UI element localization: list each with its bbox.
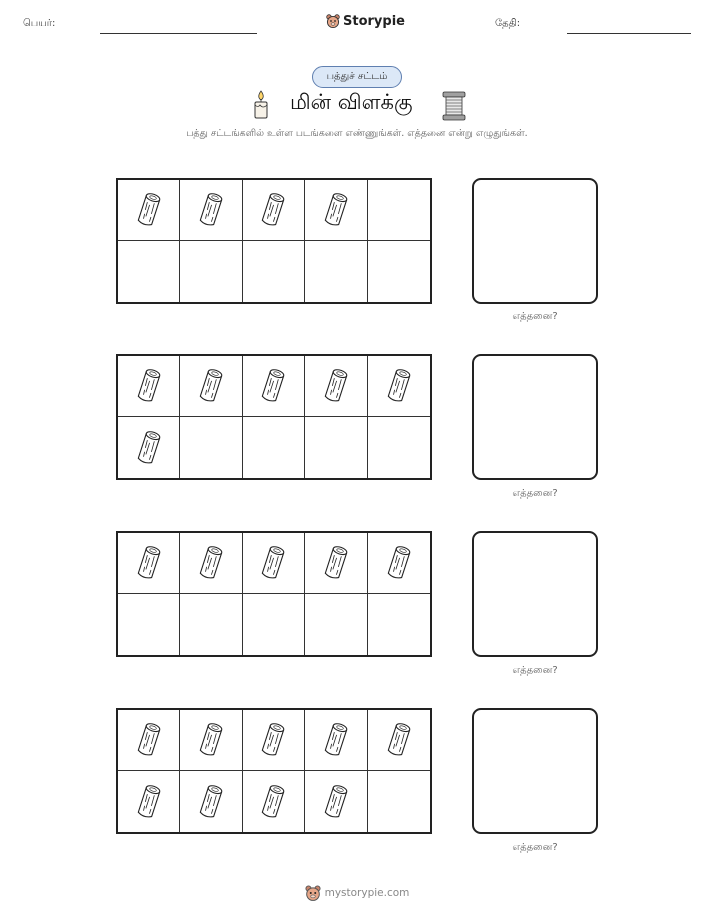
frame-cell <box>368 710 430 771</box>
page-title: மின் விளக்கு <box>290 90 413 114</box>
frame-cell <box>305 356 367 417</box>
ten-frame-4 <box>116 708 432 834</box>
frame-cell <box>180 594 242 655</box>
answer-box-2[interactable] <box>472 354 598 480</box>
log-icon <box>136 783 162 821</box>
frame-cell <box>368 241 430 302</box>
frame-cell <box>305 241 367 302</box>
log-icon <box>136 367 162 405</box>
log-icon <box>323 544 349 582</box>
frame-cell <box>180 710 242 771</box>
log-icon <box>386 721 412 759</box>
frame-cell <box>243 241 305 302</box>
frame-cell <box>118 710 180 771</box>
frame-cell <box>368 533 430 594</box>
frame-cell <box>180 180 242 241</box>
instructions: பத்து சட்டங்களில் உள்ள படங்களை எண்ணுங்கள். எத்தனை என்று எழுதுங்கள். <box>186 128 528 139</box>
log-icon <box>198 544 224 582</box>
candle-icon <box>252 90 270 120</box>
frame-cell <box>305 710 367 771</box>
frame-cell <box>305 771 367 832</box>
log-icon <box>198 721 224 759</box>
log-icon <box>260 783 286 821</box>
frame-cell <box>118 241 180 302</box>
frame-cell <box>180 356 242 417</box>
log-icon <box>198 783 224 821</box>
frame-cell <box>243 771 305 832</box>
date-label: தேதி: <box>495 18 521 29</box>
frame-cell <box>243 594 305 655</box>
log-icon <box>386 367 412 405</box>
answer-box-4[interactable] <box>472 708 598 834</box>
frame-cell <box>180 771 242 832</box>
log-icon <box>260 544 286 582</box>
frame-cell <box>118 417 180 478</box>
frame-cell <box>305 533 367 594</box>
name-label: பெயர்: <box>23 18 56 29</box>
frame-cell <box>118 356 180 417</box>
ten-frame-2 <box>116 354 432 480</box>
log-icon <box>136 429 162 467</box>
log-icon <box>260 721 286 759</box>
frame-cell <box>368 417 430 478</box>
name-line[interactable] <box>100 33 257 34</box>
spool-icon <box>442 91 466 121</box>
topic-badge: பத்துச் சட்டம் <box>312 66 402 88</box>
footer <box>0 884 714 902</box>
frame-cell <box>243 417 305 478</box>
answer-prompt-1: எத்தனை? <box>512 311 558 322</box>
frame-cell <box>368 771 430 832</box>
frame-cell <box>243 533 305 594</box>
answer-prompt-2: எத்தனை? <box>512 488 558 499</box>
frame-cell <box>243 180 305 241</box>
answer-box-3[interactable] <box>472 531 598 657</box>
storypie-bear-icon <box>305 884 321 902</box>
answer-prompt-4: எத்தனை? <box>512 842 558 853</box>
frame-cell <box>368 594 430 655</box>
brand-logo <box>326 13 405 29</box>
frame-cell <box>180 241 242 302</box>
date-line[interactable] <box>567 33 691 34</box>
frame-cell <box>118 533 180 594</box>
frame-cell <box>243 356 305 417</box>
answer-box-1[interactable] <box>472 178 598 304</box>
frame-cell <box>180 417 242 478</box>
frame-cell <box>118 180 180 241</box>
log-icon <box>136 544 162 582</box>
frame-cell <box>368 180 430 241</box>
frame-cell <box>305 594 367 655</box>
footer-url: mystorypie.com <box>324 887 410 899</box>
log-icon <box>198 367 224 405</box>
frame-cell <box>305 180 367 241</box>
log-icon <box>386 544 412 582</box>
log-icon <box>260 367 286 405</box>
log-icon <box>323 783 349 821</box>
brand-name: Storypie <box>343 13 405 29</box>
log-icon <box>136 721 162 759</box>
log-icon <box>323 191 349 229</box>
ten-frame-1 <box>116 178 432 304</box>
log-icon <box>323 721 349 759</box>
frame-cell <box>368 356 430 417</box>
log-icon <box>136 191 162 229</box>
log-icon <box>198 191 224 229</box>
answer-prompt-3: எத்தனை? <box>512 665 558 676</box>
log-icon <box>260 191 286 229</box>
log-icon <box>323 367 349 405</box>
frame-cell <box>118 594 180 655</box>
frame-cell <box>243 710 305 771</box>
ten-frame-3 <box>116 531 432 657</box>
storypie-bear-icon <box>326 13 340 29</box>
frame-cell <box>180 533 242 594</box>
frame-cell <box>118 771 180 832</box>
frame-cell <box>305 417 367 478</box>
